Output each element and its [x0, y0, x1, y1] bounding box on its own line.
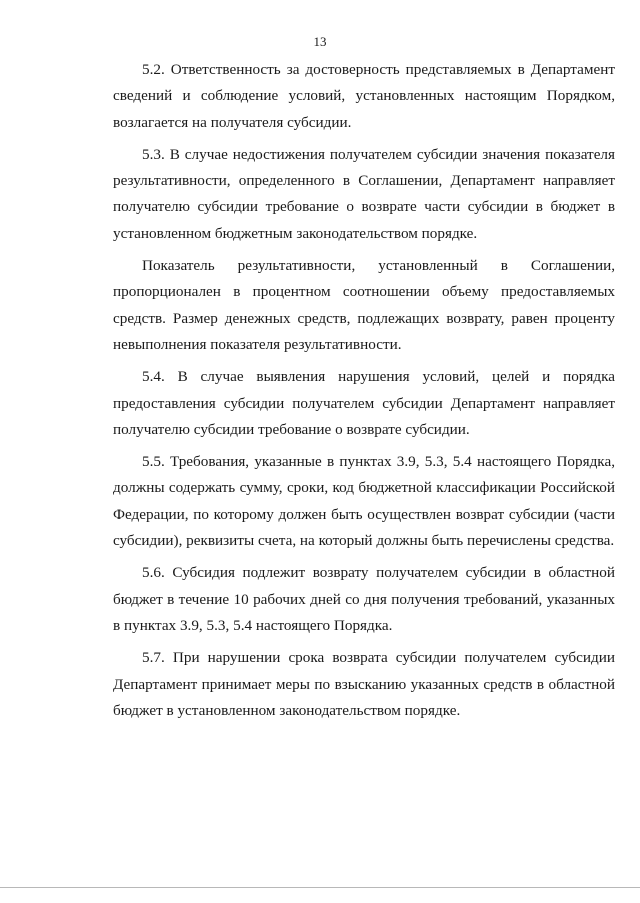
- paragraph-5-6: 5.6. Субсидия подлежит возврату получателем субсидии в областной бюджет в течение 10 рабочих дней со дня получения требований, указанных в пунктах 3.9, 5.3, 5.4 настоящего Порядка.: [113, 564, 615, 634]
- paragraph-5-4: 5.4. В случае выявления нарушения условий, целей и порядка предоставления субсидии получателем субсидии Департамент направляет получателю субсидии требование о возврате субсидии.: [113, 368, 615, 438]
- page-number: 13: [313, 34, 327, 49]
- paragraph-5-2: 5.2. Ответственность за достоверность представляемых в Департамент сведений и соблюдение условий, установленных настоящим Порядком, возлагается на получателя субсидии.: [113, 61, 615, 131]
- document-body: [113, 57, 615, 730]
- paragraph-5-3: 5.3. В случае недостижения получателем субсидии значения показателя результативности, определенного в Соглашении, Департамент направляет получателю субсидии требование о возврате части субсидии в бюджет в установленном бюджетным законодательством порядке.: [113, 145, 615, 242]
- paragraph-indicator: Показатель результативности, установленный в Соглашении, пропорционален в процентном соотношении объему предоставляемых средств. Размер денежных средств, подлежащих возврату, равен проценту невыполнения показателя результативности.: [113, 257, 615, 353]
- paragraph-5-7: 5.7. При нарушении срока возврата субсидии получателем субсидии Департамент принимает меры по взысканию указанных средств в областной бюджет в установленном законодательством порядке.: [113, 649, 615, 719]
- page-bottom-edge: [0, 887, 640, 888]
- paragraph-5-5: 5.5. Требования, указанные в пунктах 3.9, 5.3, 5.4 настоящего Порядка, должны содержать сумму, сроки, код бюджетной классификации Российской Федерации, по которому должен быть осуществлен возврат субсидии (части субсидии), реквизиты счета, на который должны быть перечислены средства.: [113, 453, 615, 550]
